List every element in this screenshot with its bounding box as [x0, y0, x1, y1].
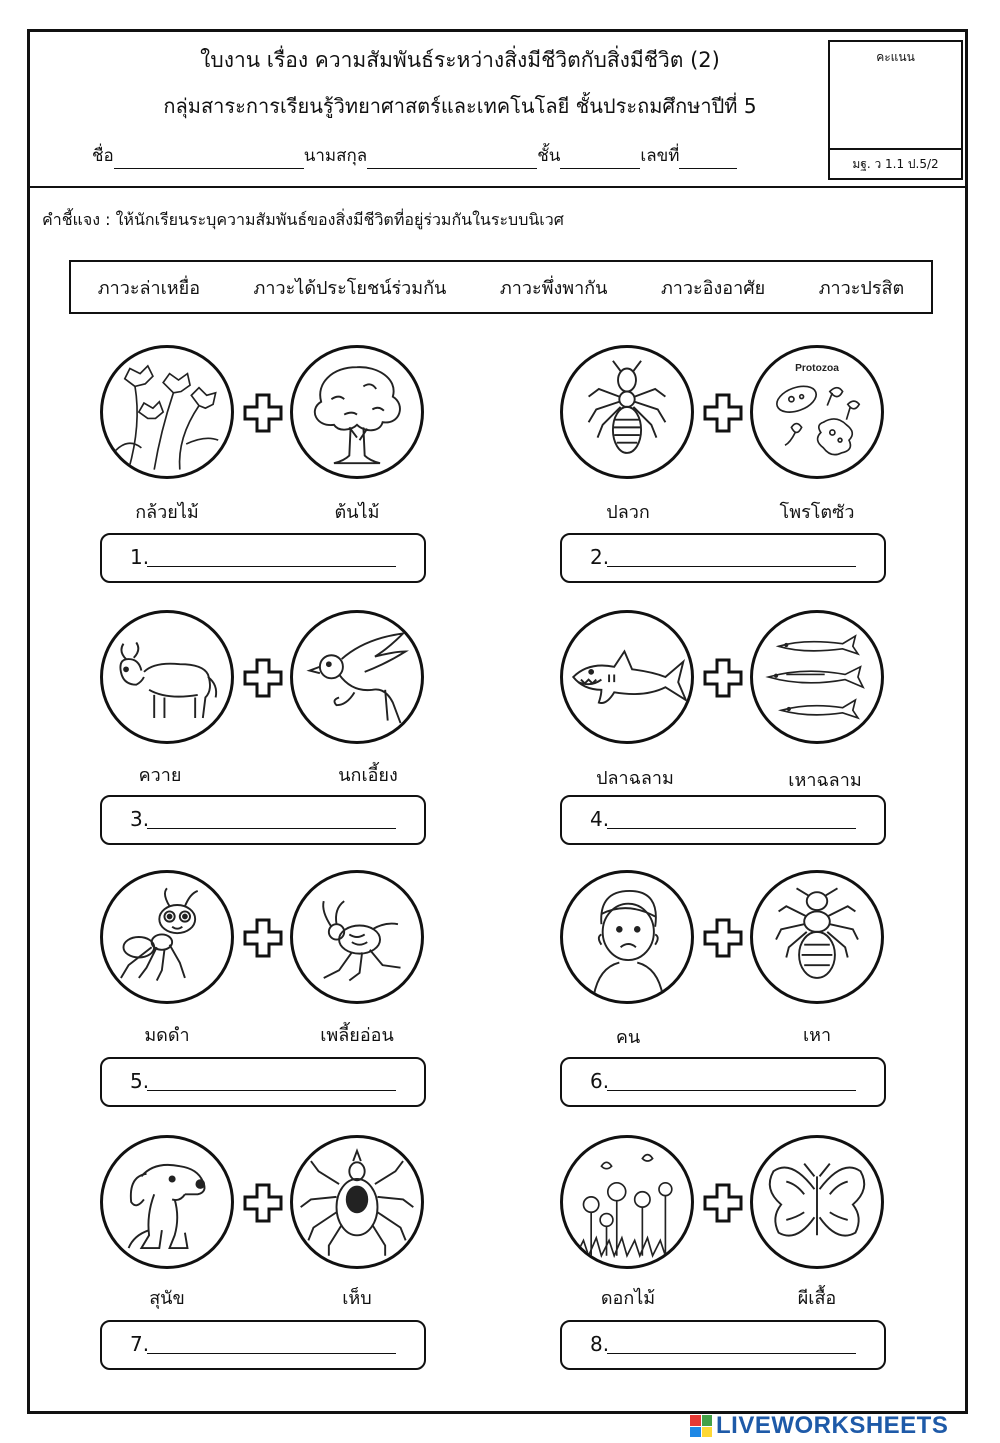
worksheet-subtitle: กลุ่มสาระการเรียนรู้วิทยาศาสตร์และเทคโนโลยี ชั้นประถมศึกษาปีที่ 5: [163, 94, 757, 118]
number-field[interactable]: [679, 150, 737, 169]
word-bank-item[interactable]: ภาวะพึ่งพากัน: [499, 277, 608, 299]
right-organism-label: โพรโตซัว: [779, 502, 855, 523]
answer-number: 6.: [590, 1069, 610, 1093]
ant-icon: [100, 870, 234, 1004]
plus-icon: [703, 918, 743, 958]
answer-field[interactable]: [560, 533, 886, 583]
answer-field[interactable]: [100, 1320, 426, 1370]
butterfly-icon: [750, 1135, 884, 1269]
protozoa-icon: [750, 345, 884, 479]
name-label: ชื่อ: [92, 146, 114, 166]
right-organism-label: เหา: [802, 1025, 832, 1046]
myna-bird-icon: [290, 610, 424, 744]
answer-number: 4.: [590, 807, 610, 831]
score-box: [828, 40, 963, 180]
answer-number: 3.: [130, 807, 150, 831]
name-field[interactable]: [114, 150, 304, 169]
word-bank-item[interactable]: ภาวะปรสิต: [818, 277, 905, 299]
person-icon: [560, 870, 694, 1004]
answer-line: [147, 828, 396, 829]
right-organism-label: ผีเสื้อ: [797, 1288, 837, 1309]
answer-number: 1.: [130, 545, 150, 569]
answer-number: 8.: [590, 1332, 610, 1356]
louse-icon: [750, 870, 884, 1004]
remora-fish-icon: [750, 610, 884, 744]
answer-number: 7.: [130, 1332, 150, 1356]
tick-icon: [290, 1135, 424, 1269]
orchid-icon: [100, 345, 234, 479]
flowers-icon: [560, 1135, 694, 1269]
surname-label: นามสกุล: [303, 146, 368, 166]
worksheet-header: [30, 32, 965, 188]
left-organism-label: กล้วยไม้: [135, 502, 199, 523]
plus-icon: [243, 658, 283, 698]
left-organism-label: มดดำ: [144, 1025, 190, 1046]
plus-icon: [243, 918, 283, 958]
answer-field[interactable]: [100, 795, 426, 845]
instruction-text: คำชี้แจง : ให้นักเรียนระบุความสัมพันธ์ของสิ่งมีชีวิตที่อยู่ร่วมกันในระบบนิเวศ: [42, 210, 564, 229]
answer-line: [607, 1090, 856, 1091]
answer-number: 2.: [590, 545, 610, 569]
tree-icon: [290, 345, 424, 479]
right-organism-label: นกเอี้ยง: [338, 765, 398, 786]
student-info-line: [92, 142, 737, 169]
left-organism-label: คน: [615, 1027, 641, 1048]
aphid-icon: [290, 870, 424, 1004]
answer-field[interactable]: [100, 533, 426, 583]
word-bank: [69, 260, 933, 314]
worksheet-title: ใบงาน เรื่อง ความสัมพันธ์ระหว่างสิ่งมีชีวิตกับสิ่งมีชีวิต (2): [200, 48, 720, 72]
answer-field[interactable]: [100, 1057, 426, 1107]
right-organism-label: เห็บ: [342, 1288, 372, 1309]
left-organism-label: ปลวก: [606, 502, 650, 523]
buffalo-icon: [100, 610, 234, 744]
answer-line: [147, 1353, 396, 1354]
number-label: เลขที่: [640, 146, 680, 166]
class-field[interactable]: [560, 150, 640, 169]
protozoa-caption: Protozoa: [795, 363, 839, 375]
shark-icon: [560, 610, 694, 744]
termite-icon: [560, 345, 694, 479]
plus-icon: [703, 393, 743, 433]
answer-line: [607, 1353, 856, 1354]
plus-icon: [703, 1183, 743, 1223]
answer-field[interactable]: [560, 1320, 886, 1370]
left-organism-label: ปลาฉลาม: [596, 768, 674, 789]
right-organism-label: เพลี้ยอ่อน: [320, 1025, 394, 1046]
word-bank-item[interactable]: ภาวะอิงอาศัย: [660, 277, 766, 299]
plus-icon: [243, 393, 283, 433]
answer-line: [147, 1090, 396, 1091]
class-label: ชั้น: [537, 146, 561, 166]
right-organism-label: ต้นไม้: [334, 502, 380, 523]
dog-icon: [100, 1135, 234, 1269]
answer-field[interactable]: [560, 795, 886, 845]
standard-code: มฐ. ว 1.1 ป.5/2: [830, 148, 961, 178]
plus-icon: [243, 1183, 283, 1223]
answer-line: [607, 828, 856, 829]
answer-number: 5.: [130, 1069, 150, 1093]
left-organism-label: ดอกไม้: [600, 1288, 656, 1309]
right-organism-label: เหาฉลาม: [788, 770, 862, 791]
liveworksheets-logo: [690, 1412, 948, 1440]
plus-icon: [703, 658, 743, 698]
answer-line: [607, 566, 856, 567]
left-organism-label: สุนัข: [149, 1288, 185, 1309]
branding-text: LIVEWORKSHEETS: [716, 1412, 949, 1439]
score-label: คะแนน: [876, 50, 915, 64]
word-bank-item[interactable]: ภาวะล่าเหยื่อ: [97, 277, 201, 299]
word-bank-item[interactable]: ภาวะได้ประโยชน์ร่วมกัน: [253, 277, 447, 299]
answer-line: [147, 566, 396, 567]
left-organism-label: ควาย: [138, 765, 182, 786]
surname-field[interactable]: [367, 150, 537, 169]
answer-field[interactable]: [560, 1057, 886, 1107]
liveworksheets-grid-icon: [690, 1415, 712, 1437]
